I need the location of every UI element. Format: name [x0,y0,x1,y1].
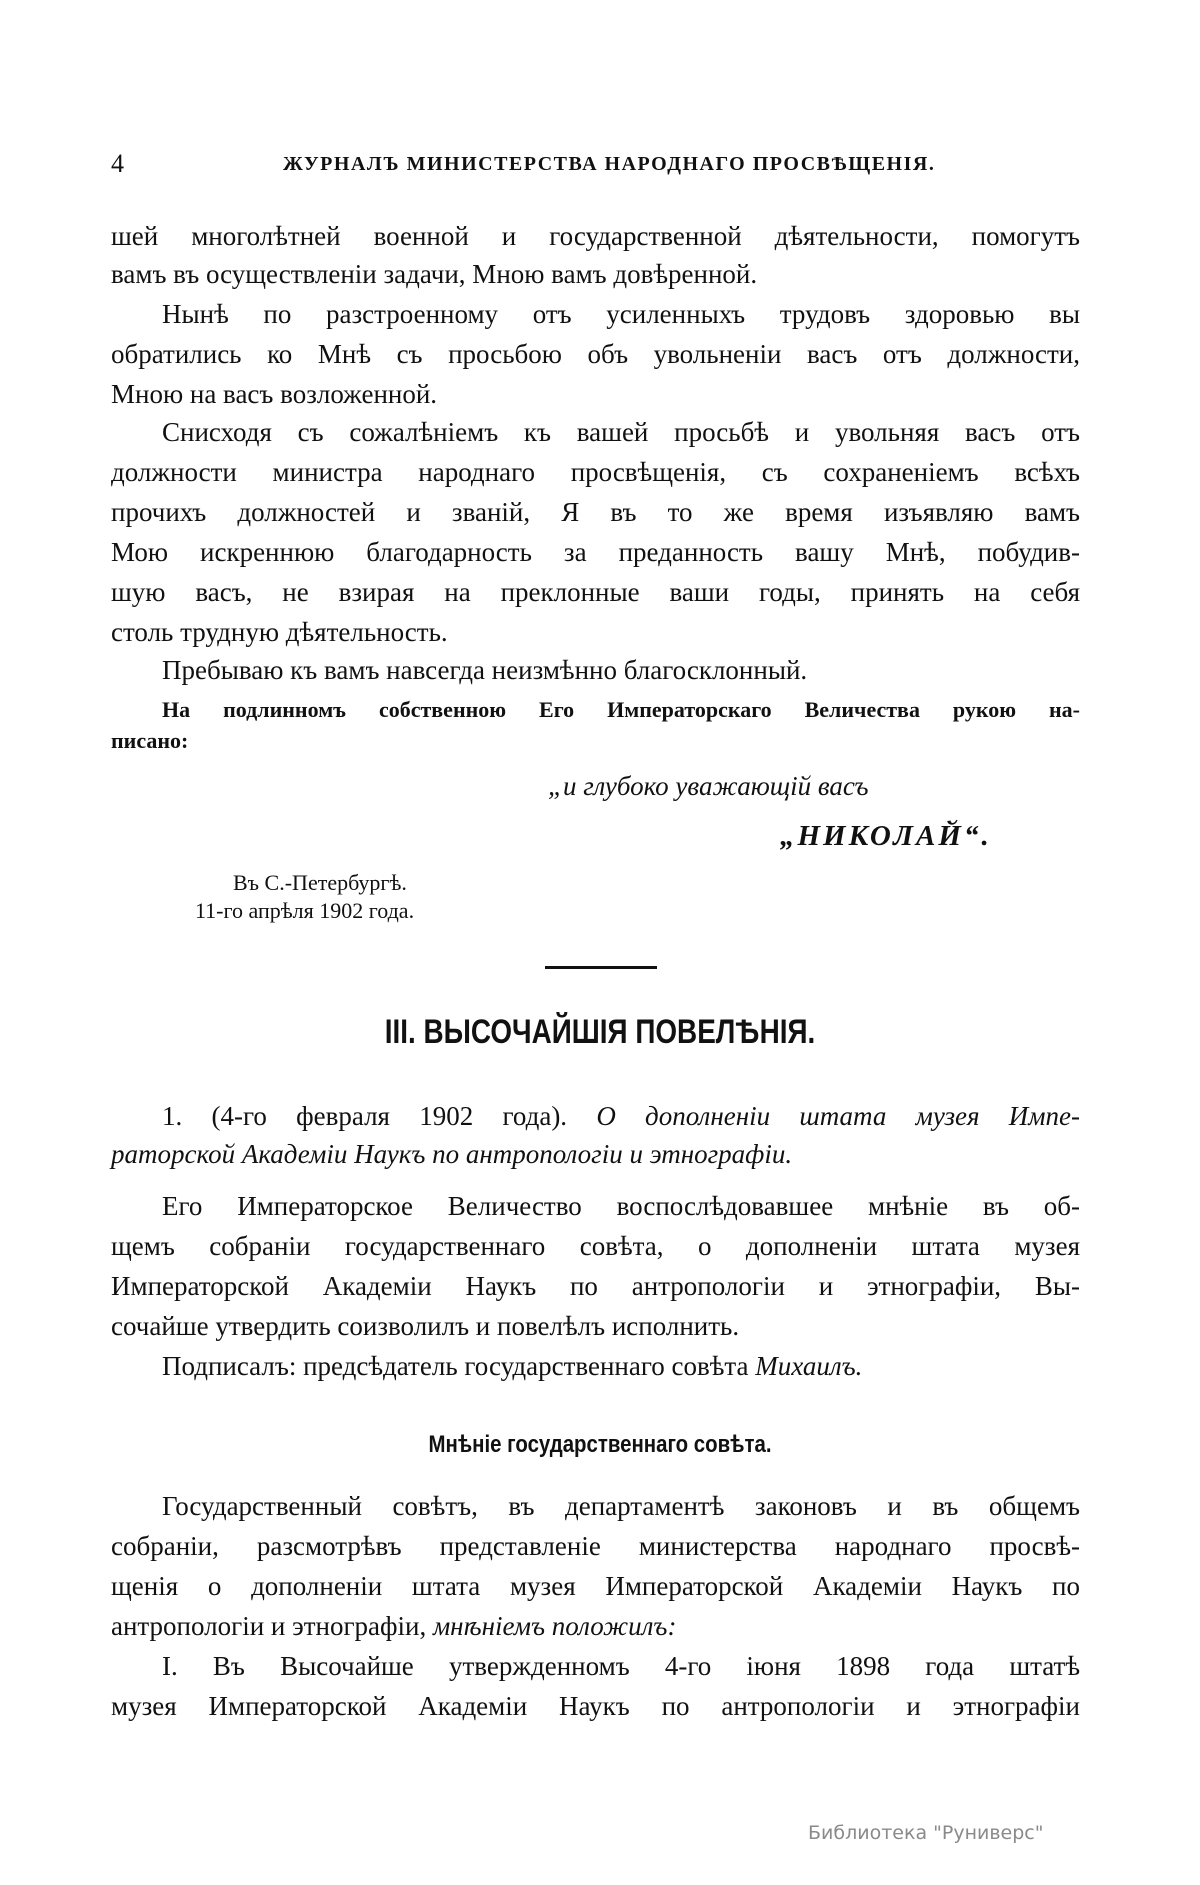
rescript-paragraph-4: Пребываю къ вамъ навсегда неизмѣнно благосклонный. [162,655,808,685]
closing-phrase: „и глубоко уважающій васъ [548,771,869,801]
text-line: Его Императорское Величество воспослѣдовавшее мнѣніе въ об- [162,1191,1080,1221]
text-line: должности министра народнаго просвѣщенія, съ сохраненіемъ всѣхъ [111,457,1080,487]
text-line: щенія о дополненіи штата музея Императорской Академіи Наукъ по [111,1571,1080,1601]
text-line: собраніи, разсмотрѣвъ представленіе министерства народнаго просвѣ- [111,1531,1080,1561]
text-line: Государственный совѣтъ, въ департаментѣ законовъ и въ общемъ [162,1491,1080,1521]
text-line: прочихъ должностей и званій, Я въ то же время изъявляю вамъ [111,497,1080,527]
note-line: На подлинномъ собственною Его Императорскаго Величества рукою на- [162,697,1080,722]
signature: „НИКОЛАЙ“. [780,820,992,852]
text-line: Мою искреннюю благодарность за преданность вашу Мнѣ, побудив- [111,537,1080,567]
item-1-prefix: 1. (4-го февраля 1902 года). [162,1101,568,1131]
running-title: ЖУРНАЛЪ МИНИСТЕРСТВА НАРОДНАГО ПРОСВѢЩЕНІЯ. [283,153,936,175]
text-line: Мною на васъ возложенной. [111,379,438,409]
signed-by [162,1350,862,1382]
text-line: шую васъ, не взирая на преклонные ваши годы, принять на себя [111,577,1080,607]
section-divider [545,966,657,969]
text-line [111,1610,676,1642]
library-watermark: Библиотека "Руниверс" [808,1822,1044,1844]
place: Въ С.-Петербургѣ. [233,870,407,895]
note-line: писано: [111,728,189,753]
signed-by-prefix: Подписалъ: предсѣдатель государственнаго совѣта [162,1351,749,1381]
text-line: вамъ въ осуществленіи задачи, Мною вамъ довѣренной. [111,259,758,289]
text-line: шей многолѣтней военной и государственной дѣятельности, помогутъ [111,221,1080,251]
text-line: Императорской Академіи Наукъ по антропологіи и этнографіи, Вы- [111,1271,1080,1301]
text-fragment-italic: мнѣніемъ положилъ: [432,1611,677,1641]
date: 11-го апрѣля 1902 года. [195,898,415,923]
text-line: Нынѣ по разстроенному отъ усиленныхъ трудовъ здоровью вы [162,299,1080,329]
text-line: обратились ко Мнѣ съ просьбою объ увольненіи васъ отъ должности, [111,339,1080,369]
page-number: 4 [111,149,124,178]
signed-by-name: Михаилъ. [755,1351,863,1381]
text-line: щемъ собраніи государственнаго совѣта, о дополненіи штата музея [111,1231,1080,1261]
item-1-title-line2: раторской Академіи Наукъ по антропологіи и этнографіи. [111,1139,793,1169]
text-line: сочайше утвердить соизволилъ и повелѣлъ исполнить. [111,1311,740,1341]
subheading: Мнѣніе государственнаго совѣта. [428,1431,772,1458]
item-1-line [162,1100,1080,1132]
item-1-title-line1: О дополненіи штата музея Импе- [596,1101,1081,1131]
section-heading: III. ВЫСОЧАЙШІЯ ПОВЕЛѢНІЯ. [384,1013,816,1051]
text-line: музея Императорской Академіи Наукъ по антропологіи и этнографіи [111,1691,1080,1721]
text-line: Снисходя съ сожалѣніемъ къ вашей просьбѣ и увольняя васъ отъ [162,417,1080,447]
text-line: столь трудную дѣятельность. [111,617,448,647]
text-fragment: антропологіи и этнографіи, [111,1611,427,1641]
text-line: I. Въ Высочайше утвержденномъ 4-го іюня 1898 года штатѣ [162,1651,1080,1681]
